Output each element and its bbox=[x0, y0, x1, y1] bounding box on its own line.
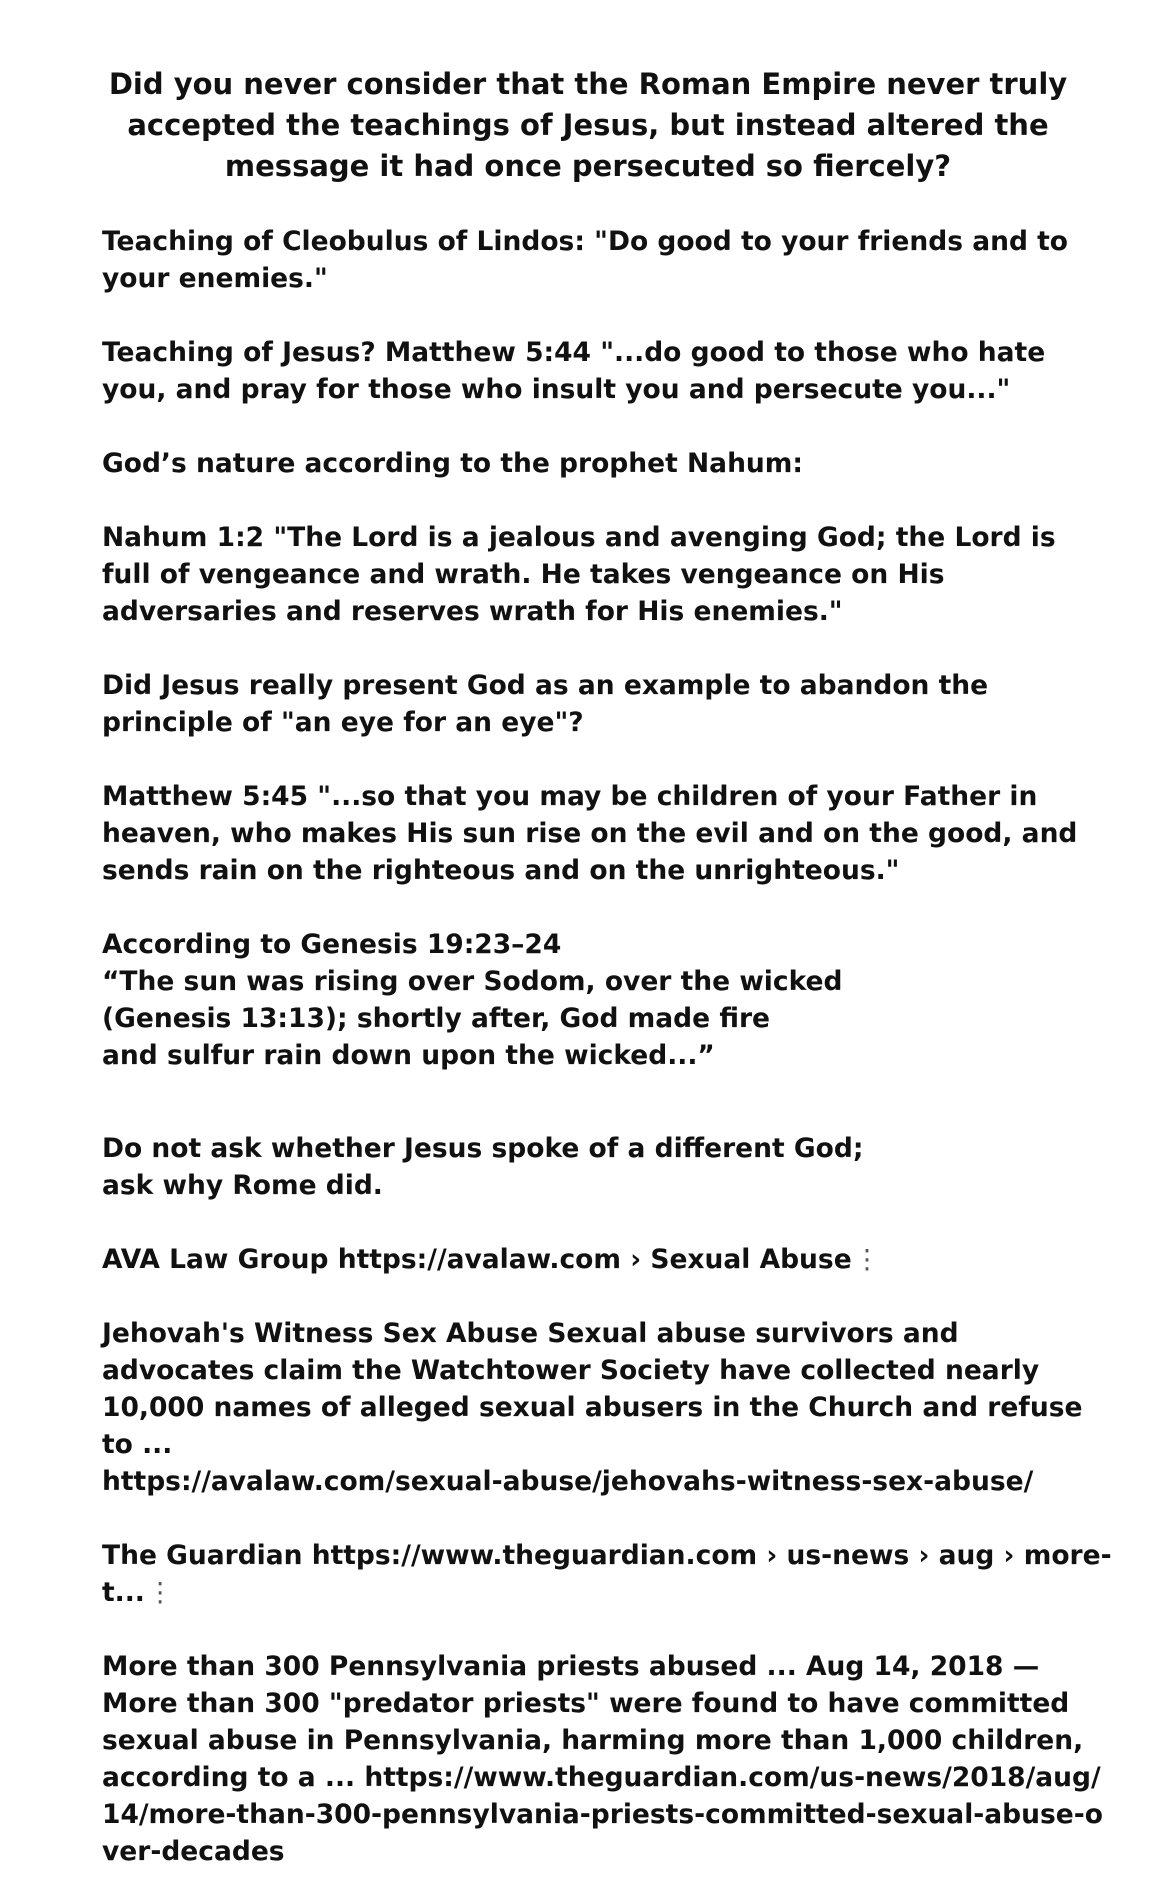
paragraph-cleobulus: Teaching of Cleobulus of Lindos: "Do good to your friends and to your enemies." bbox=[102, 226, 1069, 294]
search-result-source-guardian bbox=[102, 1537, 1112, 1611]
genesis-line: According to Genesis 19:23–24 bbox=[102, 929, 562, 960]
search-result-snippet-avalaw bbox=[102, 1315, 1112, 1500]
genesis-line: and sulfur rain down upon the wicked...” bbox=[102, 1040, 715, 1071]
paragraph-matthew-5-44: Teaching of Jesus? Matthew 5:44 "...do good to those who hate you, and pray for those who insult you and persecute you..." bbox=[102, 337, 1046, 405]
result-url-link[interactable]: https://avalaw.com/sexual-abuse/jehovahs-witness-sex-abuse/ bbox=[102, 1466, 1034, 1497]
more-options-icon[interactable]: ⋮ bbox=[146, 1577, 174, 1608]
search-result-snippet-guardian bbox=[102, 1648, 1112, 1870]
paragraph-nahum-intro: God’s nature according to the prophet Nahum: bbox=[102, 448, 804, 479]
genesis-line: (Genesis 13:13); shortly after, God made fire bbox=[102, 1003, 770, 1034]
paragraph-nahum-1-2: Nahum 1:2 "The Lord is a jealous and avenging God; the Lord is full of vengeance and wrath. He takes vengeance on His adversaries and reserves wrath for His enemies." bbox=[102, 522, 1056, 627]
conclusion-line: ask why Rome did. bbox=[102, 1170, 383, 1201]
paragraph-ask-why-rome bbox=[102, 1130, 1112, 1204]
result-source-text[interactable]: AVA Law Group https://avalaw.com › Sexual Abuse bbox=[102, 1244, 852, 1275]
result-source-text[interactable]: The Guardian https://www.theguardian.com › us-news › aug › more-t... bbox=[102, 1540, 1112, 1608]
result-snippet: Jehovah's Witness Sex Abuse Sexual abuse survivors and advocates claim the Watchtower Society have collected nearly 10,000 names of alleged sexual abusers in the Church and refuse to ... bbox=[102, 1318, 1083, 1460]
genesis-line: “The sun was rising over Sodom, over the wicked bbox=[102, 966, 843, 997]
paragraph-genesis-19 bbox=[102, 926, 1112, 1074]
search-result-source-avalaw bbox=[102, 1241, 1112, 1278]
result-url-link[interactable]: https://www.theguardian.com/us-news/2018/aug/14/more-than-300-pennsylvania-priests-committed-sexual-abuse-over-decades bbox=[102, 1762, 1103, 1867]
paragraph-eye-for-eye-question: Did Jesus really present God as an example to abandon the principle of "an eye for an eye"? bbox=[102, 670, 989, 738]
more-options-icon[interactable]: ⋮ bbox=[853, 1244, 881, 1275]
paragraph-matthew-5-45: Matthew 5:45 "...so that you may be children of your Father in heaven, who makes His sun rise on the evil and on the good, and sends rain on the righteous and on the unrighteous." bbox=[102, 781, 1078, 886]
page-title: Did you never consider that the Roman Empire never truly accepted the teachings of Jesus, but instead altered the message it had once persecuted so fiercely? bbox=[108, 67, 1068, 183]
conclusion-line: Do not ask whether Jesus spoke of a different God; bbox=[102, 1133, 864, 1164]
result-snippet: More than 300 Pennsylvania priests abused ... Aug 14, 2018 — More than 300 "predator priests" were found to have committed sexual abuse in Pennsylvania, harming more than 1,000 children, according to a ... bbox=[102, 1651, 1084, 1793]
